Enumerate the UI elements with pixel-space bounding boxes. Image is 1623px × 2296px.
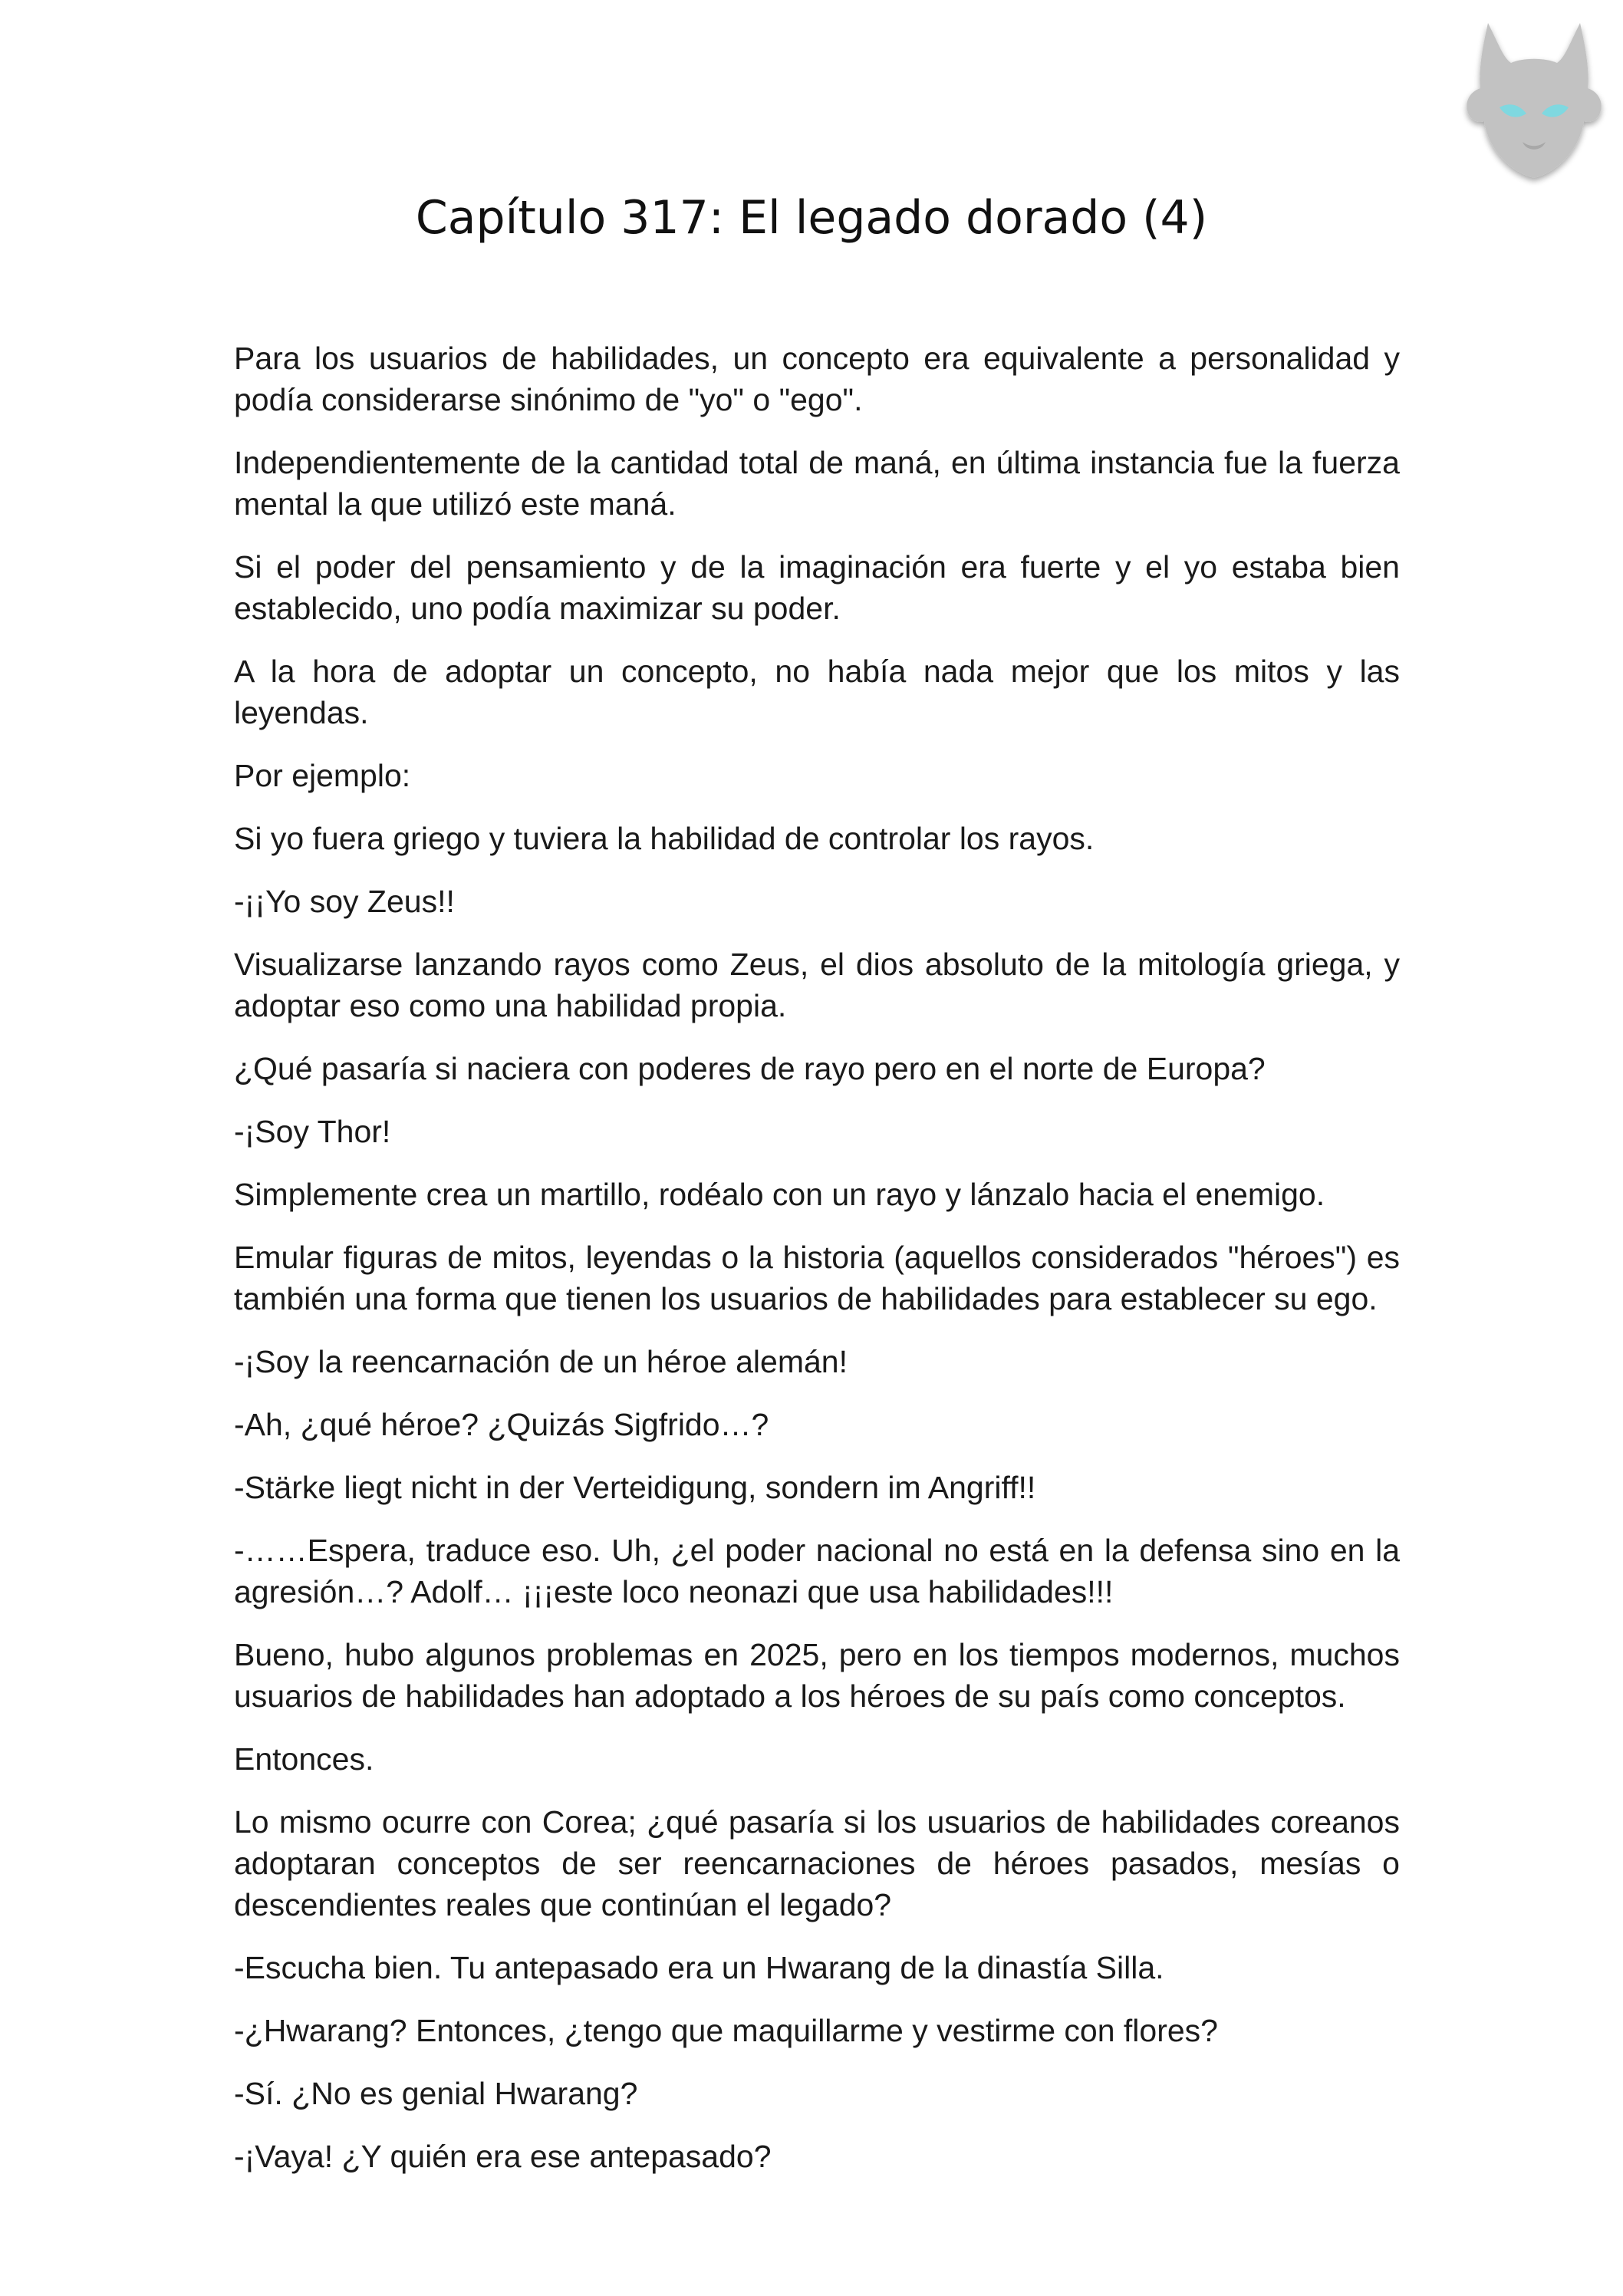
paragraph: -¿Hwarang? Entonces, ¿tengo que maquillarme y vestirme con flores? bbox=[234, 2013, 1218, 2048]
paragraph: -Sí. ¿No es genial Hwarang? bbox=[234, 2076, 638, 2111]
paragraph: Independientemente de la cantidad total de maná, en última instancia fue la fuerza mental la que utilizó este maná. bbox=[234, 445, 1400, 522]
paragraph: Por ejemplo: bbox=[234, 758, 411, 793]
demon-head-icon bbox=[1457, 15, 1611, 192]
paragraph: Visualizarse lanzando rayos como Zeus, el dios absoluto de la mitología griega, y adoptar eso como una habilidad propia. bbox=[234, 947, 1400, 1023]
paragraph: -Escucha bien. Tu antepasado era un Hwarang de la dinastía Silla. bbox=[234, 1950, 1164, 1985]
paragraph: ¿Qué pasaría si naciera con poderes de rayo pero en el norte de Europa? bbox=[234, 1051, 1266, 1086]
paragraph: -Stärke liegt nicht in der Verteidigung, sondern im Angriff!! bbox=[234, 1470, 1036, 1505]
chapter-title: Capítulo 317: El legado dorado (4) bbox=[415, 191, 1208, 245]
paragraph: -Ah, ¿qué héroe? ¿Quizás Sigfrido…? bbox=[234, 1407, 769, 1442]
paragraph: Si el poder del pensamiento y de la imaginación era fuerte y el yo estaba bien establecido, uno podía maximizar su poder. bbox=[234, 549, 1400, 626]
paragraph: Entonces. bbox=[234, 1741, 374, 1777]
paragraph: Bueno, hubo algunos problemas en 2025, pero en los tiempos modernos, muchos usuarios de habilidades han adoptado a los héroes de su país como conceptos. bbox=[234, 1637, 1400, 1714]
paragraph: Emular figuras de mitos, leyendas o la historia (aquellos considerados "héroes") es también una forma que tienen los usuarios de habilidades para establecer su ego. bbox=[234, 1240, 1400, 1316]
paragraph: -¡Vaya! ¿Y quién era ese antepasado? bbox=[234, 2139, 772, 2174]
paragraph: Si yo fuera griego y tuviera la habilidad de controlar los rayos. bbox=[234, 821, 1095, 856]
chapter-body bbox=[234, 338, 1400, 2199]
paragraph: Lo mismo ocurre con Corea; ¿qué pasaría si los usuarios de habilidades coreanos adoptaran conceptos de ser reencarnaciones de héroes pasados, mesías o descendientes reales que continúan el legado? bbox=[234, 1804, 1400, 1922]
paragraph: Simplemente crea un martillo, rodéalo con un rayo y lánzalo hacia el enemigo. bbox=[234, 1177, 1325, 1212]
paragraph: A la hora de adoptar un concepto, no había nada mejor que los mitos y las leyendas. bbox=[234, 654, 1400, 730]
paragraph: -……Espera, traduce eso. Uh, ¿el poder nacional no está en la defensa sino en la agresión…? Adolf… ¡¡¡este loco neonazi que usa habilidades!!! bbox=[234, 1533, 1400, 1609]
paragraph: -¡Soy la reencarnación de un héroe alemán! bbox=[234, 1344, 848, 1379]
paragraph: Para los usuarios de habilidades, un concepto era equivalente a personalidad y podía considerarse sinónimo de "yo" o "ego". bbox=[234, 341, 1400, 417]
paragraph: -¡Soy Thor! bbox=[234, 1114, 391, 1149]
paragraph: -¡¡Yo soy Zeus!! bbox=[234, 884, 455, 919]
